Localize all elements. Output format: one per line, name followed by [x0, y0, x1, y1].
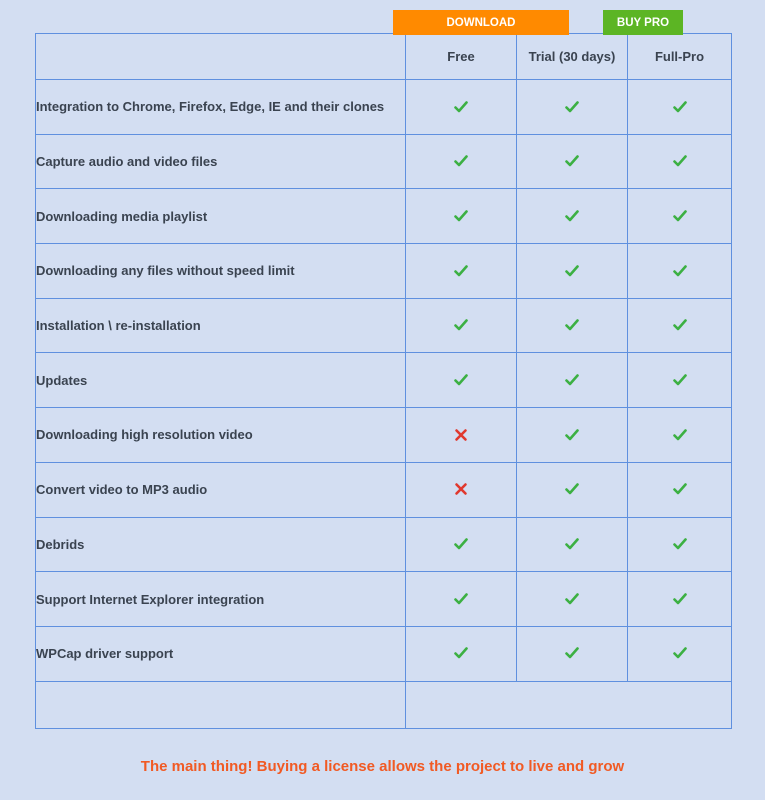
cross-icon: [454, 428, 468, 442]
mark-cell-full-pro: [628, 189, 732, 244]
mark-cell-full-pro: [628, 134, 732, 189]
mark-cell-free: [406, 626, 517, 681]
table-row: [36, 80, 732, 135]
check-icon: [673, 646, 687, 660]
check-icon: [673, 482, 687, 496]
check-icon: [673, 373, 687, 387]
mark-cell-full-pro: [628, 80, 732, 135]
header-row: [36, 34, 732, 80]
check-icon: [673, 318, 687, 332]
check-icon: [673, 428, 687, 442]
plan-header-free: Free: [406, 34, 517, 80]
check-icon: [565, 100, 579, 114]
check-icon: [454, 100, 468, 114]
comparison-table: [35, 33, 732, 729]
mark-cell-trial: [517, 189, 628, 244]
check-icon: [565, 482, 579, 496]
mark-cell-trial: [517, 134, 628, 189]
mark-cell-full-pro: [628, 244, 732, 299]
mark-cell-trial: [517, 298, 628, 353]
mark-cell-free: [406, 189, 517, 244]
check-icon: [673, 154, 687, 168]
plan-header-trial: Trial (30 days): [517, 34, 628, 80]
mark-cell-trial: [517, 517, 628, 572]
check-icon: [673, 592, 687, 606]
mark-cell-trial: [517, 244, 628, 299]
table-row: [36, 353, 732, 408]
mark-cell-free: [406, 408, 517, 463]
buttons-area: [406, 681, 732, 728]
mark-cell-trial: [517, 80, 628, 135]
footer-empty-cell: [36, 681, 406, 728]
feature-label: Downloading high resolution video: [36, 408, 406, 463]
mark-cell-full-pro: [628, 626, 732, 681]
download-button[interactable]: DOWNLOAD: [393, 10, 569, 35]
footer-row: [36, 681, 732, 728]
table-row: [36, 517, 732, 572]
tagline: The main thing! Buying a license allows the project to live and grow: [140, 758, 625, 775]
check-icon: [565, 646, 579, 660]
check-icon: [673, 537, 687, 551]
feature-label: Downloading any files without speed limit: [36, 244, 406, 299]
mark-cell-free: [406, 353, 517, 408]
feature-label: Capture audio and video files: [36, 134, 406, 189]
mark-cell-free: [406, 244, 517, 299]
mark-cell-free: [406, 517, 517, 572]
mark-cell-trial: [517, 408, 628, 463]
check-icon: [454, 592, 468, 606]
mark-cell-free: [406, 298, 517, 353]
check-icon: [565, 209, 579, 223]
check-icon: [565, 537, 579, 551]
mark-cell-free: [406, 80, 517, 135]
feature-label: Downloading media playlist: [36, 189, 406, 244]
table-row: [36, 189, 732, 244]
feature-label: WPCap driver support: [36, 626, 406, 681]
mark-cell-full-pro: [628, 572, 732, 627]
table-row: [36, 572, 732, 627]
check-icon: [565, 154, 579, 168]
mark-cell-free: [406, 462, 517, 517]
plan-header-full-pro: Full-Pro: [628, 34, 732, 80]
table-row: [36, 134, 732, 189]
check-icon: [565, 264, 579, 278]
check-icon: [454, 318, 468, 332]
check-icon: [454, 537, 468, 551]
mark-cell-trial: [517, 462, 628, 517]
check-icon: [565, 592, 579, 606]
cross-icon: [454, 482, 468, 496]
header-empty-cell: [36, 34, 406, 80]
check-icon: [673, 264, 687, 278]
feature-label: Installation \ re-installation: [36, 298, 406, 353]
feature-rows: [36, 80, 732, 682]
mark-cell-full-pro: [628, 462, 732, 517]
feature-label: Updates: [36, 353, 406, 408]
mark-cell-trial: [517, 572, 628, 627]
check-icon: [565, 428, 579, 442]
feature-label: Debrids: [36, 517, 406, 572]
check-icon: [673, 209, 687, 223]
check-icon: [454, 154, 468, 168]
check-icon: [454, 646, 468, 660]
mark-cell-full-pro: [628, 517, 732, 572]
mark-cell-free: [406, 134, 517, 189]
feature-label: Integration to Chrome, Firefox, Edge, IE and their clones: [36, 80, 406, 135]
check-icon: [673, 100, 687, 114]
mark-cell-trial: [517, 353, 628, 408]
check-icon: [454, 373, 468, 387]
mark-cell-free: [406, 572, 517, 627]
check-icon: [454, 264, 468, 278]
mark-cell-full-pro: [628, 408, 732, 463]
mark-cell-full-pro: [628, 298, 732, 353]
feature-label: Support Internet Explorer integration: [36, 572, 406, 627]
table-row: [36, 462, 732, 517]
table-row: [36, 626, 732, 681]
check-icon: [565, 318, 579, 332]
feature-label: Convert video to MP3 audio: [36, 462, 406, 517]
buy-pro-button[interactable]: BUY PRO: [603, 10, 683, 35]
mark-cell-full-pro: [628, 353, 732, 408]
check-icon: [454, 209, 468, 223]
table-row: [36, 408, 732, 463]
mark-cell-trial: [517, 626, 628, 681]
table-row: [36, 244, 732, 299]
table-row: [36, 298, 732, 353]
check-icon: [565, 373, 579, 387]
